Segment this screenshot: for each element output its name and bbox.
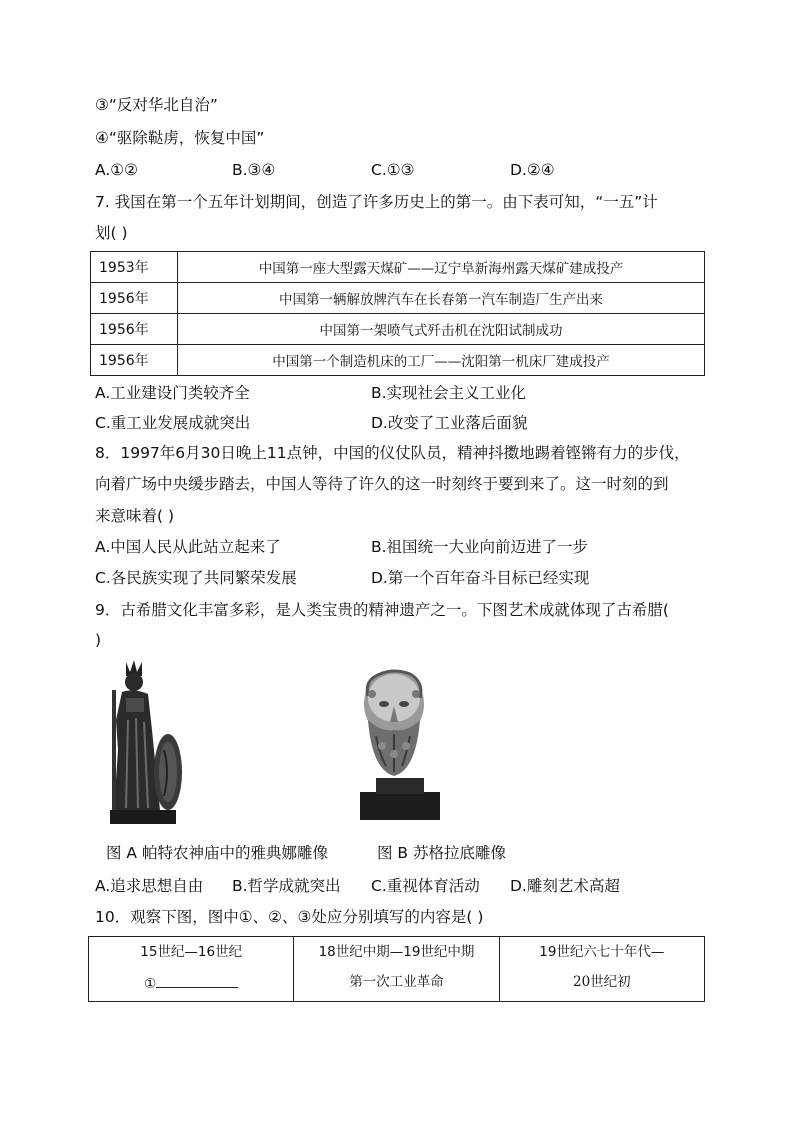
fill-in-blank xyxy=(156,973,238,988)
q9-option-d: D.雕刻艺术高超 xyxy=(510,877,620,895)
q8-option-b: B.祖国统一大业向前迈进了一步 xyxy=(371,538,589,556)
figure-b-caption: 图 B 苏格拉底雕像 xyxy=(377,844,506,862)
q6-option-a: A.①② xyxy=(95,161,139,179)
q8-option-d: D.第一个百年奋斗目标已经实现 xyxy=(371,569,590,587)
q9-option-b: B.哲学成就突出 xyxy=(232,877,341,895)
cell-bottom-text: 第一次工业革命 xyxy=(349,974,444,990)
cell-top-text: 18世纪中期—19世纪中期 xyxy=(318,944,475,960)
q6-item-4: ④“驱除鞑虏，恢复中国” xyxy=(95,129,265,147)
table-row xyxy=(89,937,705,1002)
socrates-bust-image xyxy=(350,666,442,822)
table-cell-event: 中国第一座大型露天煤矿——辽宁阜新海州露天煤矿建成投产 xyxy=(178,252,705,283)
q9-stem-line1: 9．古希腊文化丰富多彩，是人类宝贵的精神遗产之一。下图艺术成就体现了古希腊( xyxy=(95,601,669,619)
cell-top-text: 19世纪六七十年代— xyxy=(539,944,665,960)
q7-option-d: D.改变了工业落后面貌 xyxy=(371,414,528,432)
table-row xyxy=(91,345,705,376)
q8-option-a: A.中国人民从此站立起来了 xyxy=(95,538,281,556)
q7-option-a: A.工业建设门类较齐全 xyxy=(95,384,250,402)
q9-option-a: A.追求思想自由 xyxy=(95,877,204,895)
table-cell-year: 1956年 xyxy=(91,314,178,345)
cell-bottom-blank xyxy=(89,973,293,993)
blank-marker: ① xyxy=(144,976,157,992)
table-row xyxy=(91,314,705,345)
table-cell-year: 1956年 xyxy=(91,345,178,376)
q6-item-3: ③“反对华北自治” xyxy=(95,96,218,114)
q7-stem-line2: 划( ) xyxy=(95,224,128,242)
q8-option-c: C.各民族实现了共同繁荣发展 xyxy=(95,569,297,587)
q7-option-b: B.实现社会主义工业化 xyxy=(371,384,527,402)
q8-stem-line2: 向着广场中央缓步踏去，中国人等待了许久的这一时刻终于要到来了。这一时刻的到 xyxy=(95,475,669,493)
figure-a-caption: 图 A 帕特农神庙中的雅典娜雕像 xyxy=(106,844,328,862)
q8-stem-line1: 8．1997年6月30日晚上11点钟，中国的仪仗队员，精神抖擞地踢着铿锵有力的步伐， xyxy=(95,444,690,462)
q8-stem-line3: 来意味着( ) xyxy=(95,507,175,525)
cell-top-text: 15世纪—16世纪 xyxy=(140,944,243,960)
table-cell-year: 1953年 xyxy=(91,252,178,283)
q10-table xyxy=(88,936,705,1002)
cell-bottom-text: 20世纪初 xyxy=(572,974,631,990)
q9-option-c: C.重视体育活动 xyxy=(371,877,480,895)
q10-stem: 10．观察下图，图中①、②、③处应分别填写的内容是( ) xyxy=(95,908,484,926)
q7-option-c: C.重工业发展成就突出 xyxy=(95,414,251,432)
table-row xyxy=(91,283,705,314)
q6-option-d: D.②④ xyxy=(510,161,555,179)
table-cell xyxy=(294,937,499,1002)
table-cell xyxy=(89,937,294,1002)
table-row xyxy=(91,252,705,283)
q7-table xyxy=(90,251,705,376)
athena-statue-image xyxy=(104,660,186,828)
q9-stem-line2: ) xyxy=(95,631,102,649)
table-cell-event: 中国第一架喷气式歼击机在沈阳试制成功 xyxy=(178,314,705,345)
q6-option-b: B.③④ xyxy=(232,161,276,179)
table-cell-event: 中国第一个制造机床的工厂——沈阳第一机床厂建成投产 xyxy=(178,345,705,376)
q6-option-c: C.①③ xyxy=(371,161,415,179)
table-cell xyxy=(499,937,704,1002)
table-cell-event: 中国第一辆解放牌汽车在长春第一汽车制造厂生产出来 xyxy=(178,283,705,314)
q7-stem-line1: 7. 我国在第一个五年计划期间，创造了许多历史上的第一。由下表可知，“一五”计 xyxy=(95,193,658,211)
table-cell-year: 1956年 xyxy=(91,283,178,314)
